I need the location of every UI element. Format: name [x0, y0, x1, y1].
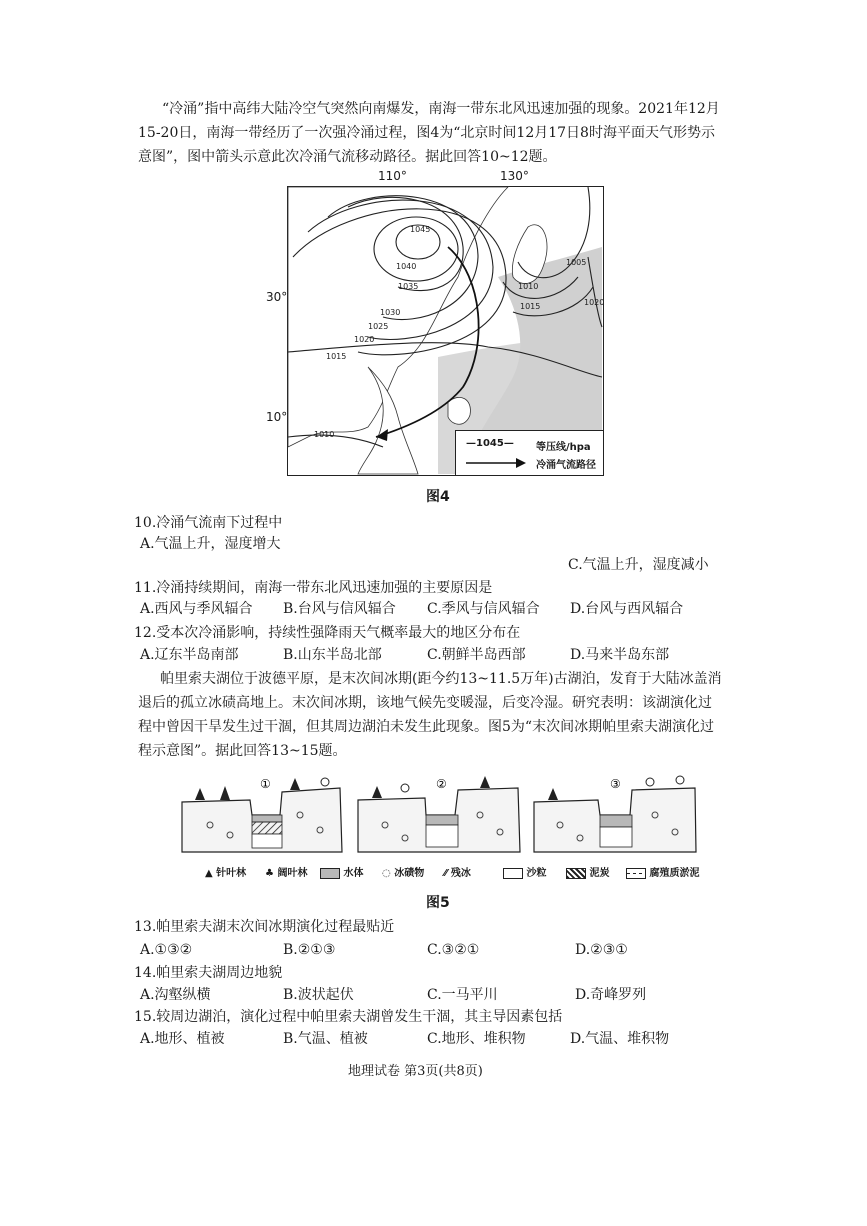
- passage2-line-4: 程示意图”。据此回答13~15题。: [138, 743, 347, 759]
- legend-broadleaf: ♣ 阔叶林: [265, 868, 308, 879]
- legend-arrow-icon: [466, 457, 526, 469]
- q10-option-a: A.气温上升，湿度增大: [140, 536, 281, 552]
- legend-path-label: 冷涌气流路径: [536, 460, 596, 471]
- isobar-label-1030: 1030: [380, 308, 401, 317]
- stage-2-label: ②: [436, 777, 447, 791]
- figure4-caption: 图4: [426, 489, 450, 505]
- intro-line-2: 15-20日，南海一带经历了一次强冷涌过程，图4为“北京时间12月17日8时海平面天气形势示: [138, 125, 715, 141]
- page-footer: 地理试卷 第3页(共8页): [348, 1064, 483, 1079]
- q11-option-b: B.台风与信风辐合: [283, 601, 396, 617]
- isobar-label-1010-east: 1010: [518, 282, 539, 291]
- legend-isobar-label: 等压线/hpa: [536, 442, 591, 453]
- q12-option-c: C.朝鲜半岛西部: [427, 647, 526, 663]
- q15-option-c: C.地形、堆积物: [427, 1031, 526, 1047]
- q13-option-c: C.③②①: [427, 942, 480, 958]
- isobar-label-1035: 1035: [398, 282, 419, 291]
- passage2-line-1: 帕里索夫湖位于波德平原，是末次间冰期(距今约13~11.5万年)古湖泊，发育于大陆冰盖消: [160, 671, 722, 687]
- stage-1-label: ①: [260, 777, 271, 791]
- isobar-label-1040: 1040: [396, 262, 417, 271]
- legend-isobar-value: —1045—: [466, 438, 514, 449]
- isobar-label-1025: 1025: [368, 322, 389, 331]
- q15-option-b: B.气温、植被: [283, 1031, 368, 1047]
- q10-stem: 10.冷涌气流南下过程中: [134, 515, 283, 531]
- q12-stem: 12.受本次冷涌影响，持续性强降雨天气概率最大的地区分布在: [134, 625, 521, 641]
- legend-conifer: ▲ 针叶林: [205, 868, 247, 879]
- lon-label-130: 130°: [500, 169, 529, 183]
- passage2-line-2: 退后的孤立冰碛高地上。末次间冰期，该地气候先变暖湿，后变冷湿。研究表明：该湖演化过: [138, 695, 712, 711]
- q15-stem: 15.较周边湖泊，演化过程中帕里索夫湖曾发生干涸，其主导因素包括: [134, 1009, 563, 1025]
- q13-option-b: B.②①③: [283, 942, 336, 958]
- isobar-label-1015-east: 1015: [520, 302, 541, 311]
- lat-label-10: 10°: [266, 410, 288, 424]
- lake-evolution-diagram: [180, 770, 700, 880]
- q14-option-d: D.奇峰罗列: [575, 987, 647, 1003]
- stage-3-label: ③: [610, 777, 621, 791]
- isobar-label-1005: 1005: [566, 258, 587, 267]
- legend-moraine: ◌ 冰碛物: [382, 868, 425, 879]
- legend-humus-silt: 腐殖质淤泥: [626, 864, 699, 879]
- figure5-caption: 图5: [426, 895, 450, 911]
- q11-option-c: C.季风与信风辐合: [427, 601, 540, 617]
- isobar-label-1010: 1010: [314, 430, 335, 439]
- lon-label-110: 110°: [378, 169, 407, 183]
- passage2-line-3: 程中曾因干旱发生过干涸，但其周边湖泊未发生此现象。图5为“末次间冰期帕里索夫湖演化过: [138, 719, 715, 735]
- isobar-label-1015: 1015: [326, 352, 347, 361]
- q14-stem: 14.帕里索夫湖周边地貌: [134, 965, 283, 981]
- legend-peat: 泥炭: [566, 864, 609, 879]
- q14-option-c: C.一马平川: [427, 987, 498, 1003]
- legend-residual-ice: ⁄⁄ 残冰: [444, 868, 471, 879]
- q13-option-a: A.①③②: [140, 942, 193, 958]
- legend-sand: 沙粒: [503, 864, 546, 879]
- q11-stem: 11.冷涌持续期间，南海一带东北风迅速加强的主要原因是: [134, 580, 493, 596]
- q12-option-b: B.山东半岛北部: [283, 647, 382, 663]
- intro-line-3: 意图”，图中箭头示意此次冷涌气流移动路径。据此回答10~12题。: [138, 149, 557, 165]
- q11-option-a: A.西风与季风辐合: [140, 601, 253, 617]
- isobar-label-1020: 1020: [354, 335, 375, 344]
- q15-option-a: A.地形、植被: [140, 1031, 225, 1047]
- q12-option-a: A.辽东半岛南部: [140, 647, 239, 663]
- intro-line-1: “冷涌”指中高纬大陆冷空气突然向南爆发，南海一带东北风迅速加强的现象。2021年12月: [162, 101, 720, 117]
- q14-option-b: B.波状起伏: [283, 987, 354, 1003]
- q12-option-d: D.马来半岛东部: [570, 647, 670, 663]
- q10-option-c: C.气温上升，湿度减小: [568, 557, 709, 573]
- isobar-label-1045: 1045: [410, 225, 431, 234]
- lat-label-30: 30°: [266, 290, 288, 304]
- q13-option-d: D.②③①: [575, 942, 628, 958]
- isobar-label-1020-east: 1020: [584, 298, 605, 307]
- islands-south: [448, 397, 470, 424]
- q11-option-d: D.台风与西风辐合: [570, 601, 684, 617]
- legend-water: 水体: [320, 864, 363, 879]
- q13-stem: 13.帕里索夫湖末次间冰期演化过程最贴近: [134, 919, 395, 935]
- q15-option-d: D.气温、堆积物: [570, 1031, 670, 1047]
- q14-option-a: A.沟壑纵横: [140, 987, 211, 1003]
